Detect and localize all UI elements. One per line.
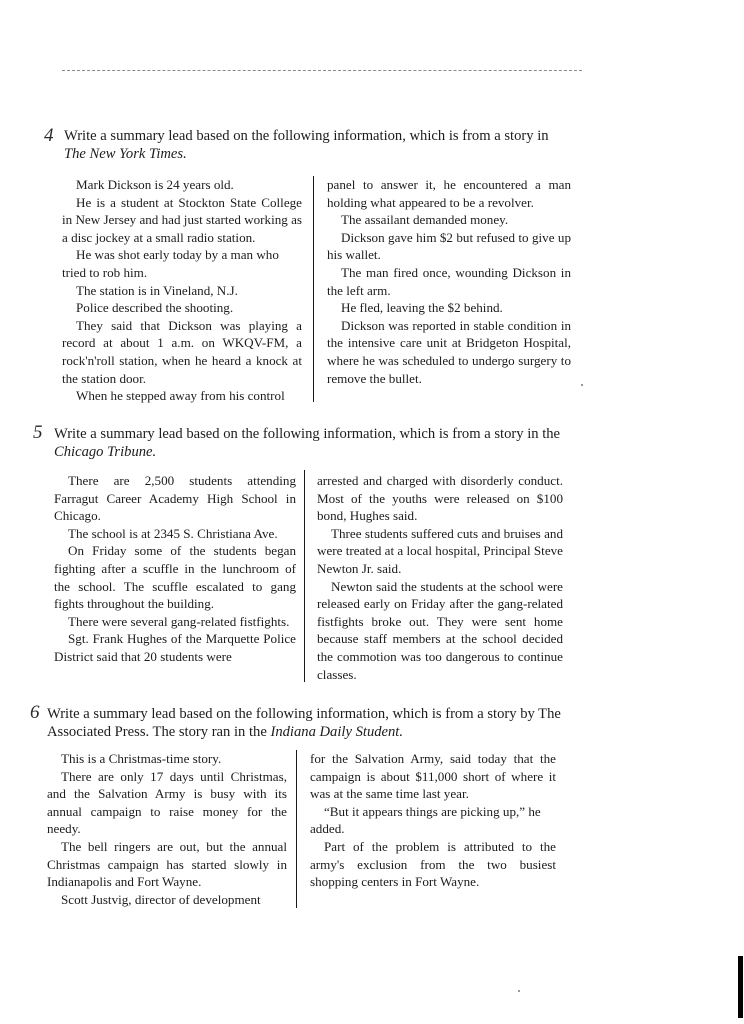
prompt-source: Chicago Tribune.: [54, 444, 157, 460]
paragraph: He was shot early today by a man who tried to rob him.: [62, 247, 279, 280]
scan-edge-mark: [738, 956, 743, 1018]
paragraph: Scott Justvig, director of development: [61, 891, 261, 907]
paragraph: The station is in Vineland, N.J.: [76, 282, 238, 298]
exercise-prompt: [54, 425, 584, 461]
paragraph: Dickson was reported in stable condition in the intensive care unit at Bridgeton Hospital, where he was scheduled to undergo surgery to remove the bullet.: [327, 317, 571, 386]
right-column: [317, 472, 563, 683]
paragraph: When he stepped away from his control: [76, 388, 285, 404]
prompt-text: Write a summary lead based on the following information, which is from a story by The Associated Press. The story ran in the: [47, 706, 561, 740]
paragraph: Mark Dickson is 24 years old.: [76, 177, 234, 192]
paragraph: The school is at 2345 S. Christiana Ave.: [68, 525, 278, 541]
scan-speck: [518, 990, 520, 992]
paragraph: The assailant demanded money.: [341, 212, 509, 228]
paragraph: There are only 17 days until Christmas, and the Salvation Army is busy with its annual campaign to raise money for the needy.: [47, 768, 287, 837]
column-divider: [296, 750, 297, 908]
prompt-source: The New York Times.: [64, 146, 187, 162]
right-column: [327, 176, 571, 387]
paragraph: They said that Dickson was playing a record at about 1 a.m. on WKQV-FM, a rock'n'roll station, when he heard a knock at the station door.: [62, 317, 302, 386]
scan-speck: [581, 384, 583, 386]
paragraph: panel to answer it, he encountered a man holding what appeared to be a revolver.: [327, 177, 571, 210]
paragraph: Newton said the students at the school were released early on Friday after the gang-related fistfights broke out. They were sent home because staff members at the school decided the commotion was too dangerous to continue classes.: [317, 578, 563, 682]
right-column: [310, 750, 556, 891]
left-column: [47, 750, 287, 908]
paragraph: On Friday some of the students began fighting after a scuffle in the lunchroom of the school. The scuffle escalated to gang fights throughout the building.: [54, 543, 296, 612]
prompt-source: Indiana Daily Student.: [270, 724, 404, 740]
exercise-prompt: [47, 705, 587, 741]
exercise-number: 4: [44, 125, 54, 146]
prompt-text: Write a summary lead based on the following information, which is from a story in the: [54, 426, 561, 442]
paragraph: He is a student at Stockton State College in New Jersey and had just started working as a disc jockey at a small radio station.: [62, 194, 302, 245]
paragraph: There are 2,500 students attending Farragut Career Academy High School in Chicago.: [54, 473, 296, 524]
left-column: [54, 472, 296, 666]
left-column: [62, 176, 302, 405]
column-divider: [313, 176, 314, 402]
prompt-text: Write a summary lead based on the following information, which is from a story in: [64, 128, 549, 144]
paragraph: Sgt. Frank Hughes of the Marquette Police District said that 20 students were: [54, 631, 296, 664]
exercise-number: 6: [30, 702, 40, 723]
paragraph: Part of the problem is attributed to the army's exclusion from the two busiest shopping centers in Fort Wayne.: [310, 838, 556, 890]
paragraph: for the Salvation Army, said today that the campaign is about $11,000 short of where it was at the same time last year.: [310, 751, 556, 802]
column-divider: [304, 470, 305, 682]
exercise-number: 5: [33, 422, 43, 443]
paragraph: He fled, leaving the $2 behind.: [341, 300, 503, 316]
paragraph: The man fired once, wounding Dickson in the left arm.: [327, 264, 571, 298]
paragraph: arrested and charged with disorderly conduct. Most of the youths were released on $100 bond, Hughes said.: [317, 473, 563, 524]
paragraph: The bell ringers are out, but the annual Christmas campaign has started slowly in Indianapolis and Fort Wayne.: [47, 838, 287, 890]
paragraph: This is a Christmas-time story.: [61, 751, 222, 766]
paragraph: Dickson gave him $2 but refused to give up his wallet.: [327, 229, 571, 263]
paragraph: Three students suffered cuts and bruises and were treated at a local hospital, Principal Steve Newton Jr. said.: [317, 525, 563, 576]
exercise-prompt: [64, 127, 604, 163]
paragraph: There were several gang-related fistfights.: [68, 613, 290, 629]
paragraph: “But it appears things are picking up,” he added.: [310, 803, 541, 837]
paragraph: Police described the shooting.: [76, 300, 234, 316]
header-rule: [62, 70, 582, 71]
